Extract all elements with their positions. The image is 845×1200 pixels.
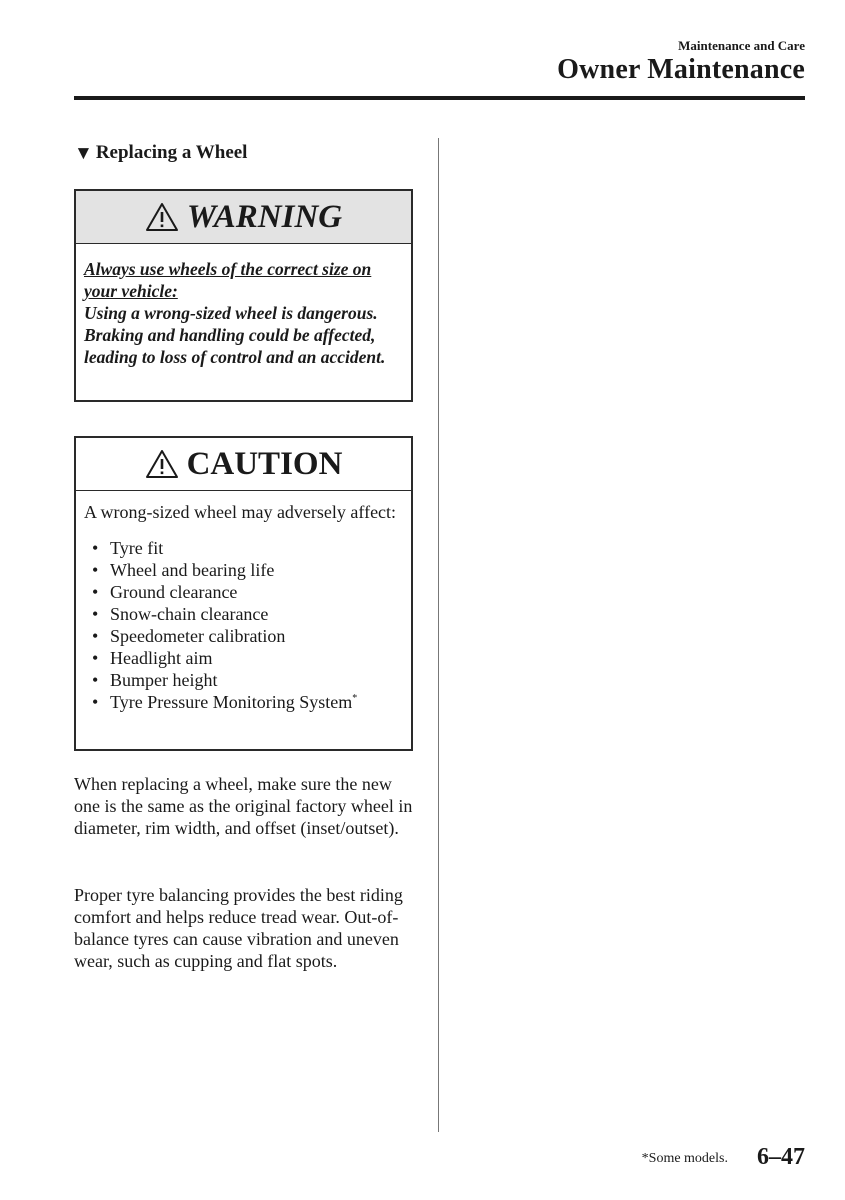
chapter-label: Maintenance and Care [678, 38, 805, 53]
footnote: *Some models. [641, 1151, 728, 1166]
body-paragraph: When replacing a wheel, make sure the new one is the same as the original factory wheel in diameter, rim width, and offset (inset/outset). [74, 774, 413, 838]
caution-body [76, 491, 411, 713]
page-number: 6–47 [757, 1144, 805, 1170]
page-title: Owner Maintenance [557, 54, 805, 85]
bullet-icon: • [92, 648, 99, 668]
warning-label: WARNING [186, 198, 343, 235]
bullet-icon: • [92, 604, 99, 624]
list-item [92, 581, 403, 603]
warning-triangle-icon [145, 202, 179, 232]
list-item [92, 625, 403, 647]
list-item-text: Tyre Pressure Monitoring System [110, 692, 353, 712]
caution-list [84, 537, 403, 713]
list-item [92, 559, 403, 581]
warning-text: Using a wrong-sized wheel is dangerous. Braking and handling could be affected, leading to loss of control and an accident. [84, 303, 386, 367]
section-heading-text: Replacing a Wheel [95, 142, 248, 163]
bullet-icon: • [92, 538, 99, 558]
warning-lead: Always use wheels of the correct size on your vehicle: [84, 259, 372, 301]
warning-triangle-icon [145, 449, 179, 479]
warning-box [74, 189, 413, 402]
header-rule [74, 96, 805, 100]
list-item-text: Wheel and bearing life [110, 560, 275, 580]
caution-box [74, 436, 413, 751]
bullet-icon: • [92, 626, 99, 646]
list-item [92, 537, 403, 559]
body-paragraph: Proper tyre balancing provides the best riding comfort and helps reduce tread wear. Out-of-balance tyres can cause vibration and uneven wear, such as cupping and flat spots. [74, 885, 403, 971]
bullet-icon: • [92, 670, 99, 690]
list-item [92, 691, 403, 713]
footnote-mark: * [352, 693, 358, 704]
list-item-text: Headlight aim [110, 648, 213, 668]
bullet-icon: • [92, 560, 99, 580]
list-item-text: Bumper height [110, 670, 218, 690]
list-item [92, 669, 403, 691]
section-heading [74, 142, 247, 164]
bullet-icon: • [92, 582, 99, 602]
column-divider [438, 138, 439, 1132]
warning-header [76, 191, 411, 244]
triangle-marker-icon: ▼ [74, 142, 93, 164]
list-item-text: Ground clearance [110, 582, 238, 602]
list-item [92, 603, 403, 625]
list-item [92, 647, 403, 669]
list-item-text: Tyre fit [110, 538, 164, 558]
list-item-text: Speedometer calibration [110, 626, 286, 646]
caution-label: CAUTION [186, 445, 343, 482]
caution-intro: A wrong-sized wheel may adversely affect: [84, 502, 397, 522]
list-item-text: Snow-chain clearance [110, 604, 269, 624]
caution-header [76, 438, 411, 491]
bullet-icon: • [92, 692, 99, 712]
warning-body [76, 244, 411, 368]
